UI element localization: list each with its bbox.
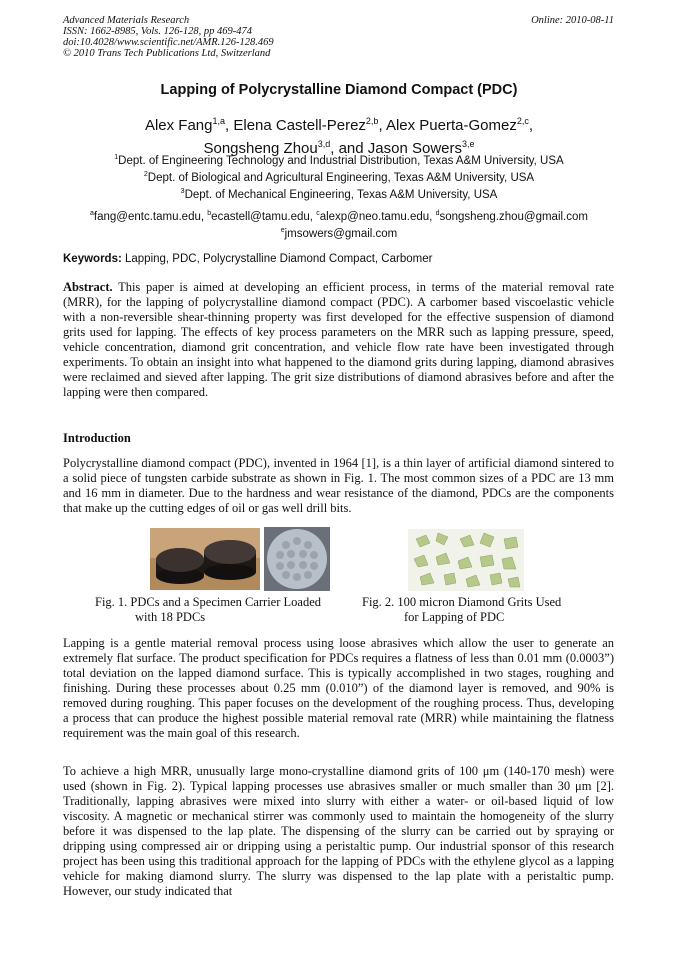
intro-paragraph-3: To achieve a high MRR, unusually large mono-crystalline diamond grits of 100 μm (140-170 mesh) were used (shown in Fig. 2). Typical lapping processes use abrasives smaller or much smaller than 30 μm [2]. Traditionally, lapping abrasives were mixed into slurry with either a water- or oil-based liquid of low viscosity. A magnetic or mechanical stirrer was commonly used to maintain the homogeneity of the slurry before it was dispensed to the lap plate. The dispensing of the slurry can be carried out by spraying or dripping using compressed air or dripping using a peristaltic pump. Our industrial sponsor of this research project has been using this traditional approach for the lapping of PDCs with the ethylene glycol as a lapping vehicle for making diamond slurry. The slurry was dispensed to the lap plate with a peristaltic pump. However, our study indicated that (63, 764, 614, 898)
online-date: Online: 2010-08-11 (531, 15, 614, 26)
author-name: Songsheng Zhou (203, 140, 318, 157)
email-link[interactable]: jmsowers@gmail.com (284, 227, 398, 240)
affiliation: $^3$Dept. of Mechanical Engineering, Texas A&M University, USA (180, 187, 498, 201)
pdc-cylinders-image (150, 528, 260, 590)
intro-paragraph-1: Polycrystalline diamond compact (PDC), invented in 1964 [1], is a thin layer of artificial diamond sintered to a solid piece of tungsten carbide substrate as shown in Fig. 1. The most common sizes of a PDC are 13 mm and 16 mm in diameter. Due to the hardness and wear resistance of the diamond, PDCs are the components that make up the cutting edges of oil or gas well drill bits. (63, 456, 614, 515)
email-link[interactable]: fang@entc.tamu.edu, (93, 210, 205, 223)
journal-header (63, 15, 614, 59)
abstract-label: Abstract. (63, 280, 113, 294)
author-affil-sup: 1,a (212, 116, 226, 126)
copyright-line: © 2010 Trans Tech Publications Ltd, Switzerland (63, 48, 271, 59)
paper-title: Lapping of Polycrystalline Diamond Compact (PDC) (160, 82, 518, 98)
keywords-text: Lapping, PDC, Polycrystalline Diamond Compact, Carbomer (121, 253, 433, 265)
affiliation: $^2$Dept. of Biological and Agricultural Engineering, Texas A&M University, USA (143, 170, 535, 184)
doi-line: doi:10.4028/www.scientific.net/AMR.126-128.469 (63, 37, 274, 48)
abstract-text: This paper is aimed at developing an efficient process, in terms of the material removal rate (MRR), for the lapping of polycrystalline diamond compact (PDC). A carbomer based viscoelastic vehicle with a non-reversible shear-thinning property was first developed for the effective suspension of diamond grits used for lapping. The effects of key process parameters on the MRR such as lapping pressure, speed, vehicle concentration, diamond grit concentration, and vehicle flow rate have been investigated through experiments. To obtain an insight into what happened to the diamond grits during lapping, diamond abrasives were reclaimed and sieved after lapping. The grit size distributions of diamond abrasives before and after the lapping were then compared. (63, 280, 614, 399)
journal-name: Advanced Materials Research (63, 15, 190, 26)
author-name: , and Jason Sowers (330, 140, 462, 157)
author-list: Alex Fang$^{1,a}$, Elena Castell-Perez$^{2,b}$, Alex Puerta-Gomez$^{2,c}$, Songsheng Zhou$^{3,d}$, and Jason Sowers$^{3,e}$ (144, 116, 534, 157)
section-heading-introduction: Introduction (63, 431, 131, 445)
intro-paragraph-2: Lapping is a gentle material removal process using loose abrasives which allow the user to generate an extremely flat surface. The product specification for PDCs requires a flatness of less than 0.01 mm (0.0003”) total deviation on the lapped diamond surface. This is typically accomplished in two stages, roughing and finishing. During these processes about 0.25 mm (0.010”) of the diamond layer is removed, and 90% is removed during roughing. This paper focuses on the development of the roughing process. Thus, developing a process that can produce the highest possible material removal rate (MRR) while maintaining the flatness requirement was the main goal of this research. (63, 636, 614, 740)
diamond-grits-image (408, 529, 524, 591)
email-link[interactable]: songsheng.zhou@gmail.com (439, 210, 588, 223)
email-link[interactable]: alexp@neo.tamu.edu, (319, 210, 433, 223)
author-name: , Elena Castell-Perez (225, 117, 366, 134)
author-affil-sup: 3,e (462, 139, 475, 149)
figure-1-carrier-photo (264, 527, 330, 591)
figure-1-caption: Fig. 1. PDCs and a Specimen Carrier Loaded with 18 PDCs (95, 595, 321, 624)
email-list: $^a$fang@entc.tamu.edu, $^b$ecastell@tamu.edu, $^c$alexp@neo.tamu.edu, $^d$songsheng.zhou@gmail.com $^e$jmsowers@gmail.com (90, 210, 588, 240)
specimen-carrier-image (264, 527, 330, 591)
abstract (63, 280, 614, 400)
author-name: Alex Fang (144, 117, 213, 134)
issn-line: ISSN: 1662-8985, Vols. 126-128, pp 469-474 (63, 26, 252, 37)
keywords (63, 253, 432, 265)
author-affil-sup: 2,b (365, 116, 379, 126)
author-affil-sup: 3,d (317, 139, 331, 149)
affiliation-list (0, 151, 678, 201)
email-link[interactable]: ecastell@tamu.edu, (211, 210, 313, 223)
figure-2-diamond-grits-photo (408, 529, 524, 591)
author-name: , Alex Puerta-Gomez (378, 117, 517, 134)
figure-2-caption: Fig. 2. 100 micron Diamond Grits Used for Lapping of PDC (362, 595, 562, 624)
figure-1-pdc-photo (150, 528, 260, 590)
affiliation: $^1$Dept. of Engineering Technology and Industrial Distribution, Texas A&M University, USA (114, 154, 564, 167)
keywords-label: Keywords: (63, 253, 122, 265)
author-affil-sup: 2,c (516, 116, 529, 126)
